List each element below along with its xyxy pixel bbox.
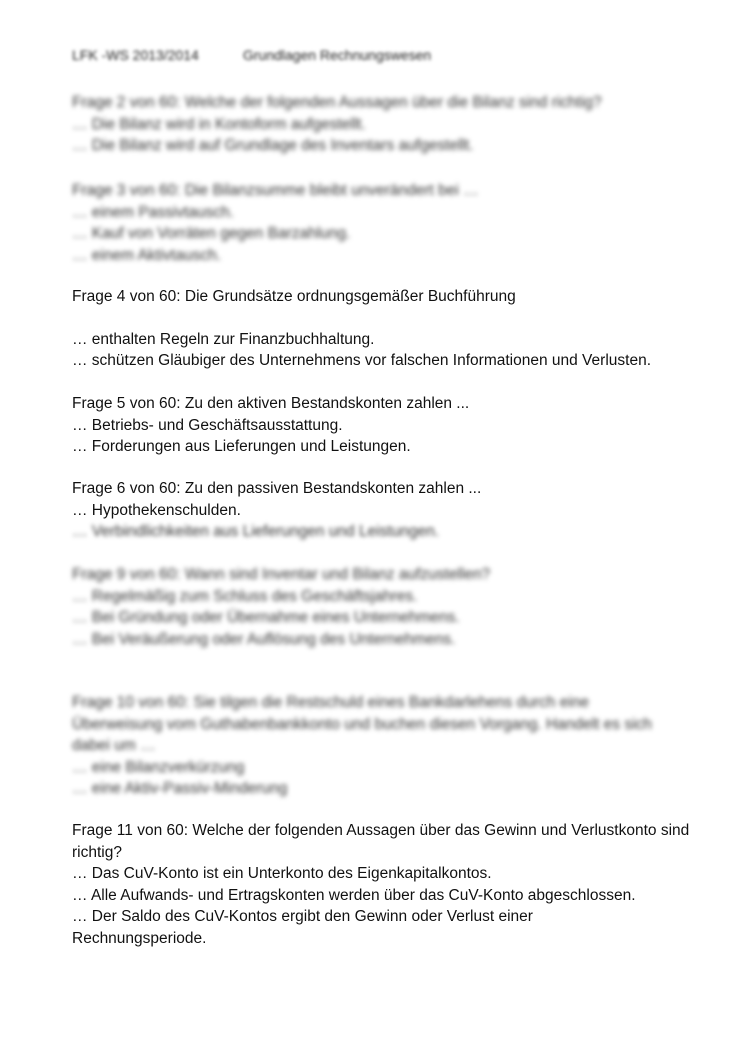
answer-item: … Die Bilanz wird in Kontoform aufgestellt.: [72, 115, 366, 133]
answer-item: … einem Aktivtausch.: [72, 246, 222, 264]
question-title: Frage 2 von 60: Welche der folgenden Aussagen über die Bilanz sind richtig?: [72, 94, 602, 111]
answer-item: … Bei Veräußerung oder Auflösung des Unternehmens.: [72, 630, 456, 648]
question-5: [72, 393, 712, 458]
answer-item: … eine Aktiv-Passiv-Minderung: [72, 780, 288, 797]
answer-item: … Alle Aufwands- und Ertragskonten werden über das CuV-Konto abgeschlossen.: [72, 886, 636, 904]
answer-item: … schützen Gläubiger des Unternehmens vor falschen Informationen und Verlusten.: [72, 352, 651, 369]
question-title: Frage 11 von 60: Welche der folgenden Aussagen über das Gewinn und Verlustkonto sind richtig?: [72, 822, 690, 861]
answer-item: … Der Saldo des CuV-Kontos ergibt den Gewinn oder Verlust einer Rechnungsperiode.: [72, 908, 533, 947]
answer-item: … enthalten Regeln zur Finanzbuchhaltung.: [72, 330, 375, 348]
answer-item: … Die Bilanz wird auf Grundlage des Inventars aufgestellt.: [72, 137, 474, 154]
answer-item: … Hypothekenschulden.: [72, 501, 241, 519]
question-title: Frage 10 von 60: Sie tilgen die Restschuld eines Bankdarlehens durch eine Überweisung vom Guthabenbankkonto und buchen diesen Vorgang. Handelt es sich dabei um …: [72, 694, 652, 754]
question-3: [72, 180, 712, 266]
question-title: Frage 5 von 60: Zu den aktiven Bestandskonten zahlen ...: [72, 395, 470, 412]
question-6: [72, 478, 712, 543]
answer-item: … Betriebs- und Geschäftsausstattung.: [72, 416, 343, 434]
question-title: Frage 4 von 60: Die Grundsätze ordnungsgemäßer Buchführung: [72, 288, 516, 305]
question-title: Frage 3 von 60: Die Bilanzsumme bleibt unverändert bei …: [72, 182, 479, 199]
question-title: Frage 9 von 60: Wann sind Inventar und Bilanz aufzustellen?: [72, 566, 491, 583]
answer-item: … Regelmäßig zum Schluss des Geschäftsjahres.: [72, 587, 418, 605]
question-title: Frage 6 von 60: Zu den passiven Bestandskonten zahlen ...: [72, 480, 482, 497]
question-2: [72, 92, 712, 157]
question-11: [72, 820, 712, 949]
answer-item: … Kauf von Vorräten gegen Barzahlung.: [72, 225, 351, 242]
answer-item: … einem Passivtausch.: [72, 203, 234, 221]
course-label: LFK -WS 2013/2014: [72, 47, 199, 63]
answer-item: … Das CuV-Konto ist ein Unterkonto des Eigenkapitalkontos.: [72, 865, 492, 882]
subject-label: Grundlagen Rechnungswesen: [242, 47, 432, 63]
answer-item-blurred: … Verbindlichkeiten aus Lieferungen und Leistungen.: [72, 523, 440, 540]
answer-item: … Forderungen aus Lieferungen und Leistungen.: [72, 438, 411, 455]
answer-item: … Bei Gründung oder Übernahme eines Unternehmens.: [72, 609, 460, 626]
question-9: [72, 564, 712, 650]
question-4: [72, 286, 712, 372]
question-10: [72, 692, 678, 800]
page-header: [72, 47, 431, 63]
answer-item: … eine Bilanzverkürzung: [72, 758, 245, 776]
